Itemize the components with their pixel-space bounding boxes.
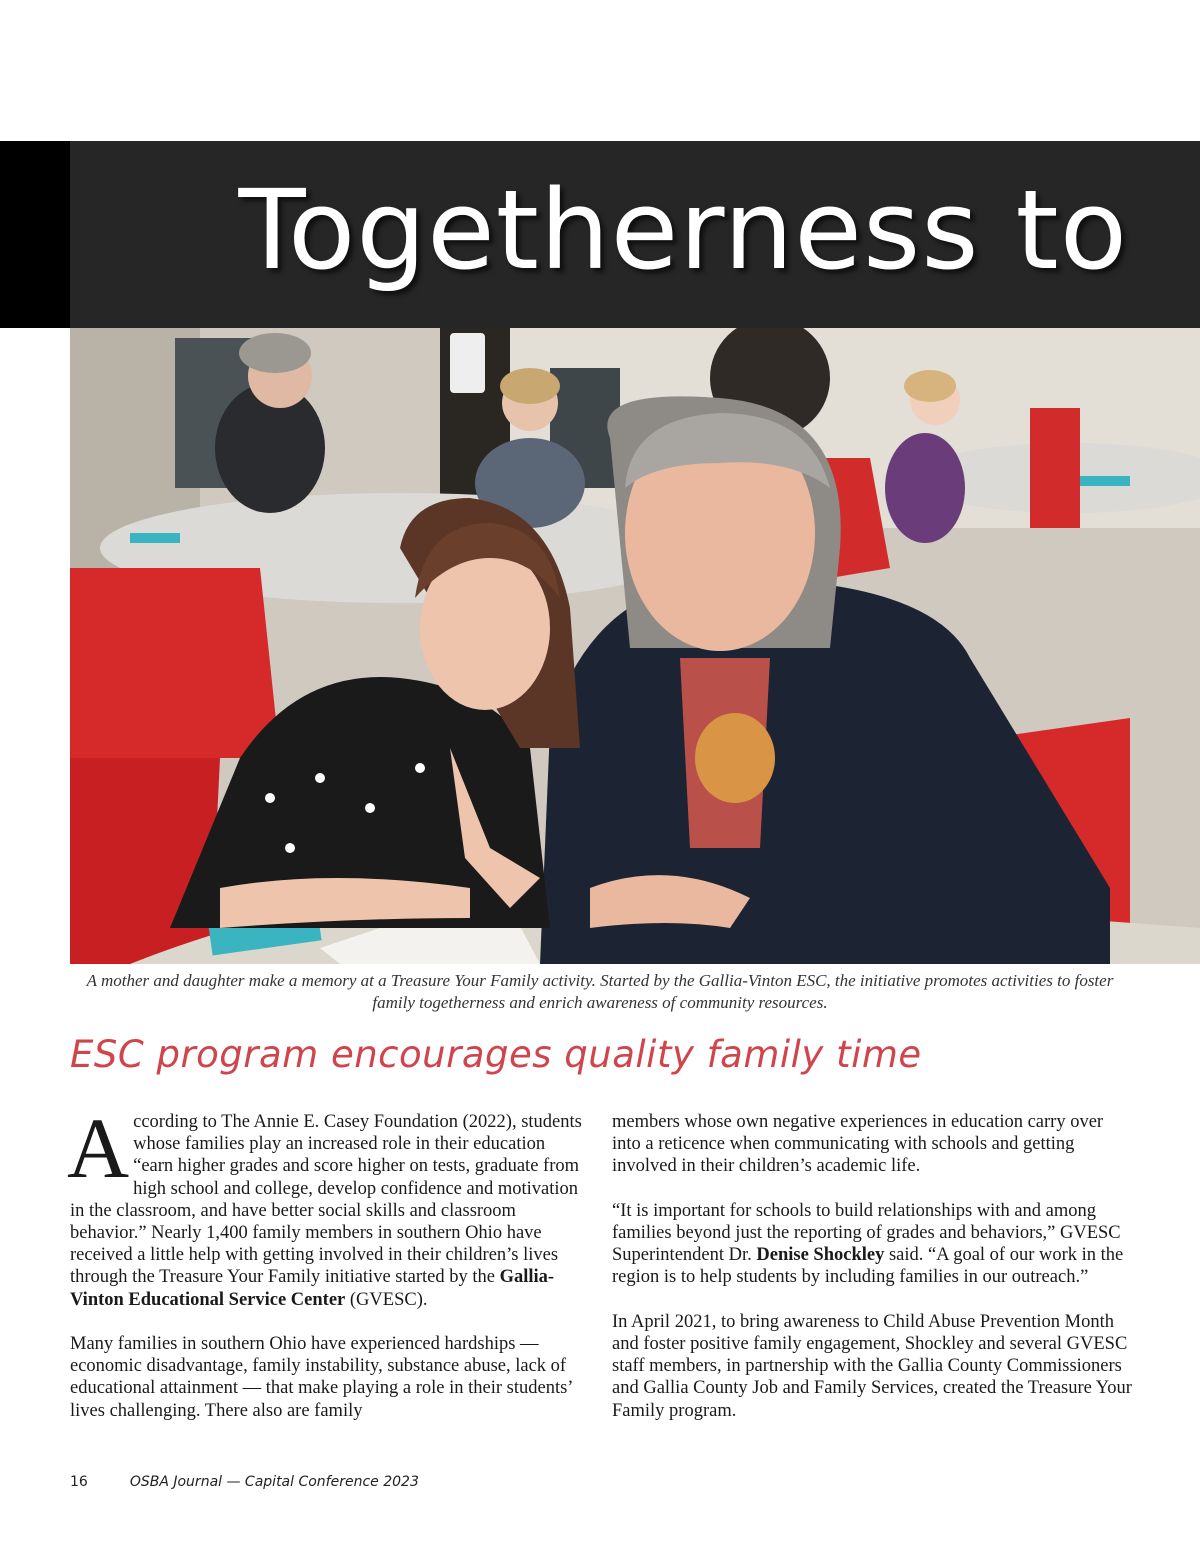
page-footer bbox=[70, 1474, 419, 1490]
article-paragraph: In April 2021, to bring awareness to Child Abuse Prevention Month and foster positive family engagement, Shockley and several GVESC staff members, in partnership with the Gallia County Commissioners and Gallia County Job and Family Services, created the Treasure Your Family program. bbox=[612, 1311, 1132, 1421]
feature-photo bbox=[70, 328, 1200, 964]
paragraph-text: ccording to The Annie E. Casey Foundation (2022), students whose families play an increased role in their education “earn higher grades and score higher on tests, graduate from high school and college, develop confidence and motivation in the classroom, and have better social skills and classroom behavior.” Nearly 1,400 family members in southern Ohio have received a little help with getting involved in their children’s lives through the Treasure Your Family initiative started by the bbox=[70, 1112, 582, 1288]
person-name: Denise Shockley bbox=[756, 1245, 885, 1266]
paragraph-text: “It is important for schools to build relationships with and among families beyond just the reporting of grades and behaviors,” GVESC Superintendent Dr. bbox=[612, 1200, 1121, 1266]
paragraph-text: said. “A goal of our work in the region is to help students by including families in our outreach.” bbox=[612, 1245, 1124, 1288]
paragraph-text: (GVESC). bbox=[345, 1289, 428, 1310]
page-title: Togetherness to bbox=[238, 166, 1128, 294]
title-banner-edge bbox=[0, 141, 70, 328]
article-paragraph: members whose own negative experiences in education carry over into a reticence when communicating with schools and getting involved in their children’s academic life. bbox=[612, 1112, 1104, 1177]
article-subhead: ESC program encourages quality family time bbox=[70, 1033, 922, 1076]
page-number: 16 bbox=[70, 1474, 88, 1490]
article-paragraph bbox=[612, 1200, 1132, 1289]
photo-caption: A mother and daughter make a memory at a Treasure Your Family activity. Started by the Gallia-Vinton ESC, the initiative promotes activities to foster family togetherness and enrich awareness of community resources. bbox=[86, 971, 1114, 1012]
article-paragraph: Many families in southern Ohio have experienced hardships — economic disadvantage, family instability, substance abuse, lack of educational attainment — that make playing a role in their students’ lives challenging. There also are family bbox=[70, 1334, 573, 1421]
article-column-right bbox=[612, 1111, 1132, 1444]
org-name: Gallia-Vinton Educational Service Center bbox=[70, 1267, 555, 1310]
article-paragraph bbox=[67, 1100, 582, 1311]
article-column-left bbox=[67, 1100, 582, 1444]
drop-cap: A bbox=[67, 1100, 130, 1196]
journal-name: OSBA Journal — Capital Conference 2023 bbox=[129, 1474, 419, 1490]
